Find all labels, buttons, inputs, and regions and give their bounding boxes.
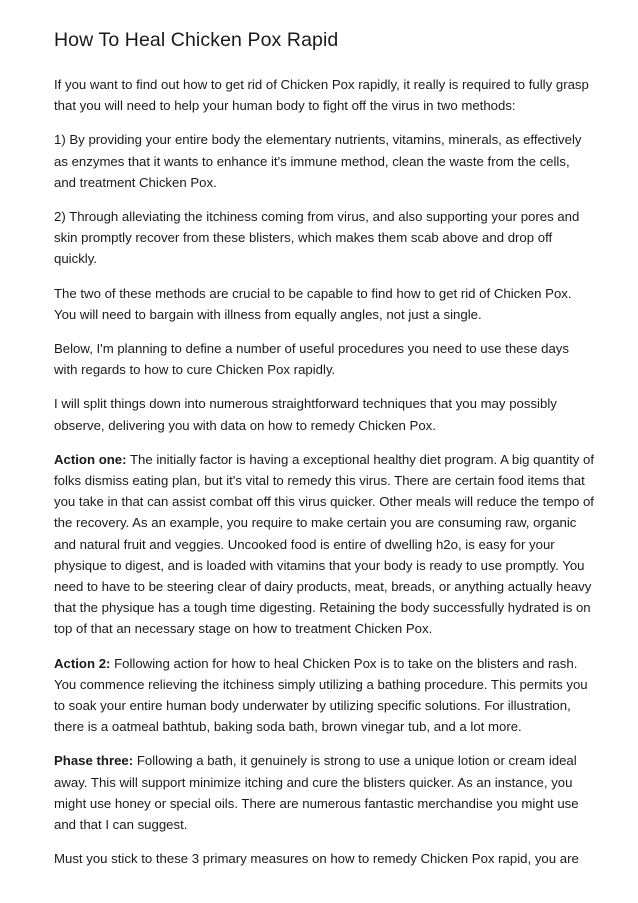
paragraph-closing xyxy=(54,848,594,869)
paragraph-both-methods xyxy=(54,283,594,325)
paragraph-phase-three xyxy=(54,750,594,835)
paragraph-text: Must you stick to these 3 primary measures on how to remedy Chicken Pox rapid, you are xyxy=(54,851,579,867)
paragraph-text: Following a bath, it genuinely is strong to use a unique lotion or cream ideal away. This will support minimize itching and cure the blisters quicker. As an instance, you might use honey or special oils. There are numerous fantastic merchandise you might use and that I can suggest. xyxy=(54,753,579,833)
paragraph-text: Below, I'm planning to define a number of useful procedures you need to use these days with regards to how to cure Chicken Pox rapidly. xyxy=(54,341,569,378)
paragraph-action-two xyxy=(54,653,594,738)
paragraph-method-two xyxy=(54,206,594,270)
paragraph-procedures xyxy=(54,338,594,380)
document-page xyxy=(54,28,594,883)
paragraph-intro xyxy=(54,74,594,116)
step-heading: Action one: xyxy=(54,451,127,467)
paragraph-text: 2) Through alleviating the itchiness coming from virus, and also supporting your pores and skin promptly recover from these blisters, which makes them scab above and drop off quickly. xyxy=(54,209,580,267)
paragraph-text: I will split things down into numerous straightforward techniques that you may possibly observe, delivering you with data on how to remedy Chicken Pox. xyxy=(54,396,557,433)
step-heading: Phase three: xyxy=(54,753,134,769)
paragraph-text: The initially factor is having a exceptional healthy diet program. A big quantity of folks dismiss eating plan, but it's vital to remedy this virus. There are certain food items that you take in that can assist combat off this virus quicker. Other meals will reduce the tempo of the recovery. As an example, you require to make certain you are consuming raw, organic and natural fruit and veggies. Uncooked food is entire of dwelling h2o, is easy for your physique to digest, and is loaded with vitamins that your body is ready to use promptly. You need to have to be steering clear of dairy products, meat, breads, or anything actually heavy that the physique has a tough time digesting. Retaining the body successfully hydrated is on top of that an necessary stage on how to treatment Chicken Pox. xyxy=(54,451,594,637)
paragraph-text: 1) By providing your entire body the elementary nutrients, vitamins, minerals, as effectively as enzymes that it wants to enhance it's immune method, clean the waste from the cells, and treatment Chicken Pox. xyxy=(54,132,582,190)
paragraph-action-one xyxy=(54,449,594,640)
paragraph-text: If you want to find out how to get rid of Chicken Pox rapidly, it really is required to fully grasp that you will need to help your human body to fight off the virus in two methods: xyxy=(54,77,589,114)
paragraph-text: The two of these methods are crucial to be capable to find how to get rid of Chicken Pox. You will need to bargain with illness from equally angles, not just a single. xyxy=(54,285,572,322)
paragraph-techniques xyxy=(54,393,594,435)
page-title: How To Heal Chicken Pox Rapid xyxy=(54,29,339,51)
paragraph-text: Following action for how to heal Chicken Pox is to take on the blisters and rash. You commence relieving the itchiness simply utilizing a bathing procedure. This permits you to soak your entire human body underwater by utilizing specific solutions. For illustration, there is a oatmeal bathtub, baking soda bath, brown vinegar tub, and a lot more. xyxy=(54,655,588,735)
step-heading: Action 2: xyxy=(54,655,111,671)
paragraph-method-one xyxy=(54,129,594,193)
